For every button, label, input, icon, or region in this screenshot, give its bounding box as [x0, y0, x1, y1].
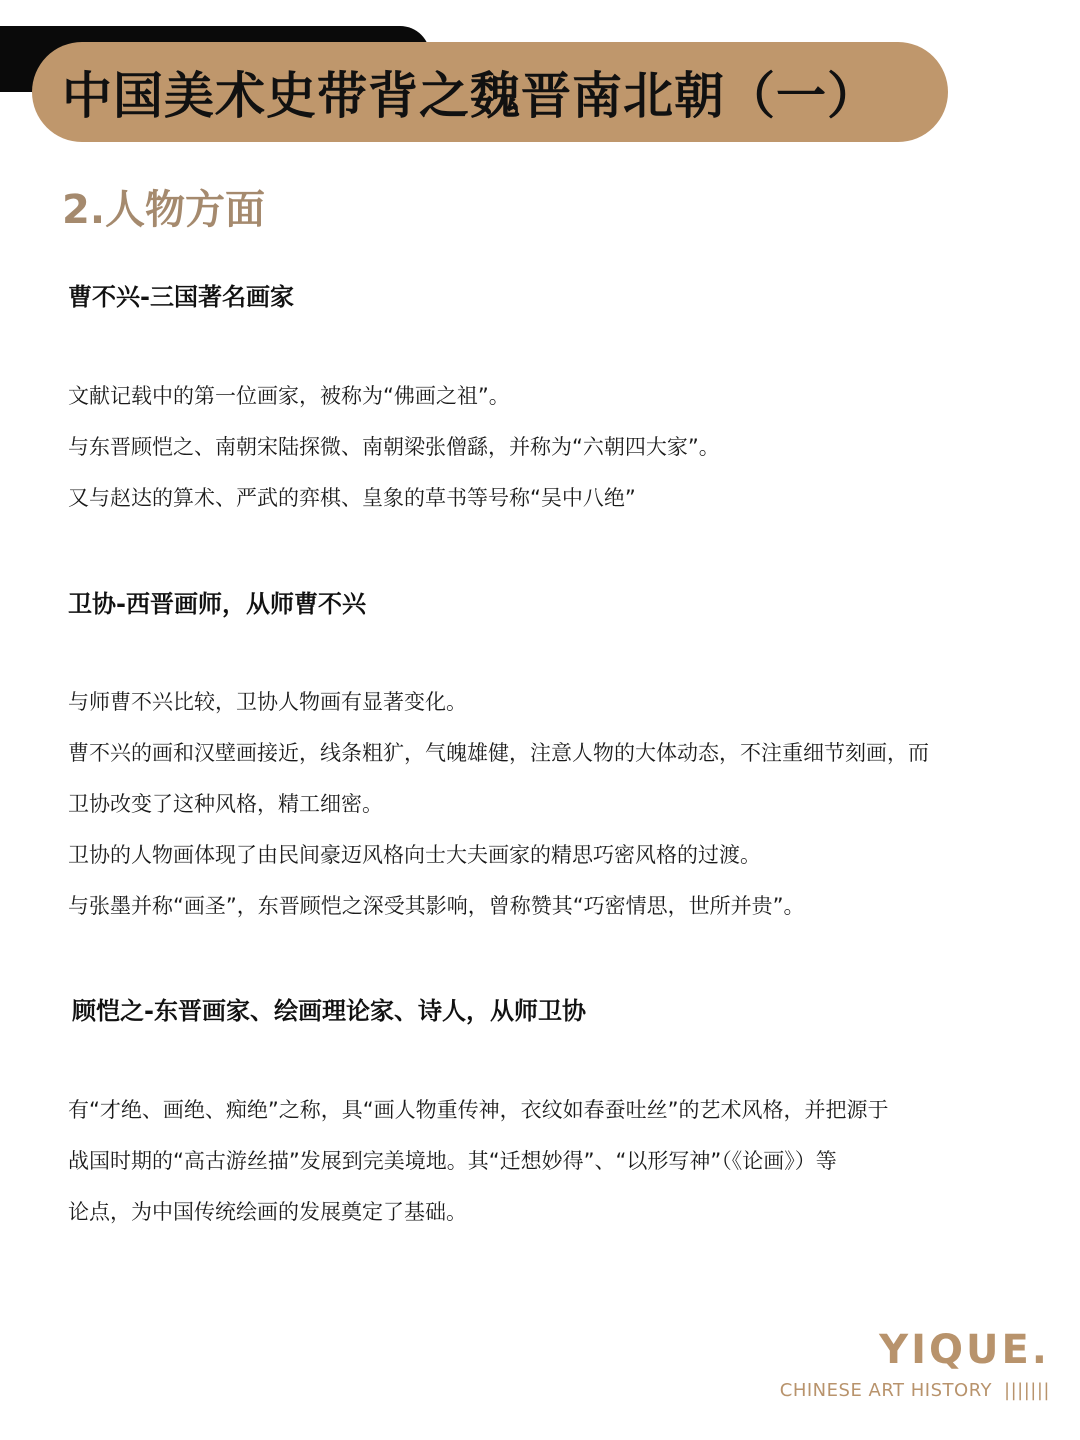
- brand-block: [780, 1326, 1050, 1401]
- brand-logo: YIQUE.: [879, 1327, 1050, 1373]
- person-heading-wei-xie: 卫协-西晋画师，从师曹不兴: [68, 590, 366, 618]
- paragraph-line: 与师曹不兴比较，卫协人物画有显著变化。: [68, 690, 467, 714]
- paragraph-line: 战国时期的“高古游丝描”发展到完美境地。其“迁想妙得”、“以形写神”（《论画》）等: [68, 1149, 837, 1173]
- section-heading: 2.人物方面: [62, 187, 266, 233]
- person-heading-cao-buxing: 曹不兴-三国著名画家: [68, 283, 294, 311]
- paragraph-line: 卫协的人物画体现了由民间豪迈风格向士大夫画家的精思巧密风格的过渡。: [68, 843, 761, 867]
- paragraph-line: 论点，为中国传统绘画的发展奠定了基础。: [68, 1200, 467, 1224]
- brand-bars: |||||||: [1004, 1380, 1050, 1401]
- person-description-wei-xie: [68, 677, 1036, 932]
- paragraph-line: 有“才绝、画绝、痴绝”之称，具“画人物重传神，衣纹如春蚕吐丝”的艺术风格，并把源于: [68, 1098, 889, 1122]
- brand-tagline-text: CHINESE ART HISTORY: [779, 1380, 993, 1401]
- person-heading-gu-kaizhi: 顾恺之-东晋画家、绘画理论家、诗人，从师卫协: [72, 997, 586, 1025]
- paragraph-line: 文献记载中的第一位画家，被称为“佛画之祖”。: [68, 384, 510, 408]
- brand-tagline: [780, 1380, 1050, 1401]
- page-title: 中国美术史带背之魏晋南北朝（一）: [62, 67, 878, 125]
- person-description-cao-buxing: [68, 371, 1036, 524]
- person-description-gu-kaizhi: [68, 1085, 1036, 1238]
- paragraph-line: 又与赵达的算术、严武的弈棋、皇象的草书等号称“吴中八绝”: [68, 486, 636, 510]
- paragraph-line: 曹不兴的画和汉壁画接近，线条粗犷，气魄雄健，注意人物的大体动态，不注重细节刻画，而: [68, 741, 929, 765]
- title-banner: [32, 42, 948, 142]
- paragraph-line: 卫协改变了这种风格，精工细密。: [68, 792, 383, 816]
- paragraph-line: 与东晋顾恺之、南朝宋陆探微、南朝梁张僧繇，并称为“六朝四大家”。: [68, 435, 720, 459]
- paragraph-line: 与张墨并称“画圣”，东晋顾恺之深受其影响，曾称赞其“巧密情思，世所并贵”。: [68, 894, 805, 918]
